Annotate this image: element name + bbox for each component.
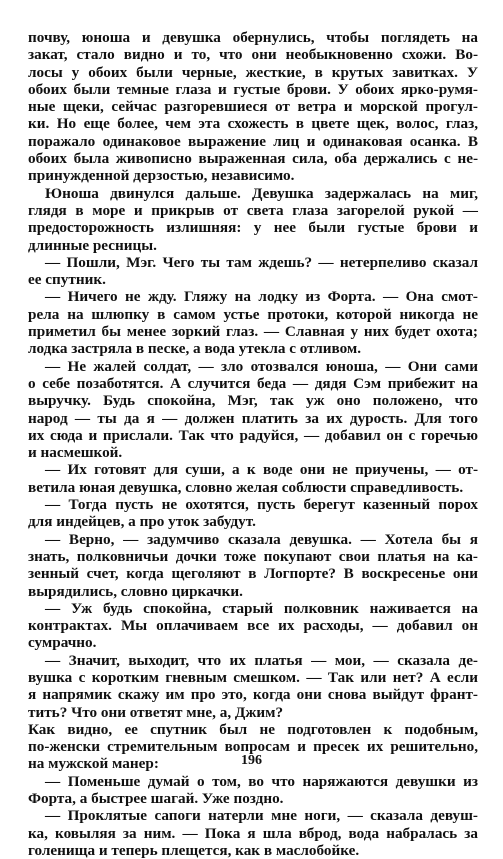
text-line: рела на шлюпку в самом устье протоки, которой никогда не [28,305,478,323]
text-line: — Проклятые сапоги натерли мне ноги, — сказала девуш- [45,807,478,825]
text-line: длинные ресницы. [28,236,157,254]
text-line: лодка застряла в песке, а вода утекла с отливом. [28,340,362,358]
text-line: — Уж будь спокойна, старый полковник наживается на [45,599,478,617]
text-line: — Пошли, Мэг. Чего ты там ждешь? — нетерпеливо сказал [45,253,478,271]
text-line: — Не жалей солдат, — зло отозвался юноша, — Они сами [45,357,478,375]
text-line: вушка с коротким гневным смешком. — Так или нет? А если [28,668,478,686]
text-line: — Ничего не жду. Гляжу на лодку из Форта. — Она смот- [45,288,478,306]
text-line: ные щеки, сейчас разгоревшиеся от ветра и морской прогул- [28,98,478,116]
text-line: ка, ковыляя за ним. — Пока я шла вброд, вода набралась за [28,824,478,842]
text-line: — Значит, выходит, что их платья — мои, — сказала де- [45,651,478,669]
text-line: тить? Что они ответят мне, а, Джим? [28,703,284,721]
text-line: лосы у обоих были черные, жесткие, в крутых завитках. У [28,63,478,81]
text-line: — Поменьше думай о том, во что наряжаются девушки из [45,772,478,790]
text-line: поражало одинаковое выражение лиц и одинаковая осанка. В [28,132,478,150]
text-line: приметил бы менее зоркий глаз. — Славная у них будет охота; [28,323,478,341]
text-line: — Их готовят для суши, а к воде они не приучены, — от- [45,461,478,479]
text-line: по-женски стремительным вопросам и пресек их решительно, [28,738,478,756]
text-line: я напрямик скажу им про это, когда они снова выйдут франт- [28,686,478,704]
body-text [28,29,478,859]
text-line: и насмешкой. [28,444,123,462]
text-line: ветила юная девушка, словно желая соблюсти справедливость. [28,478,464,496]
text-line: контрактах. Мы оплачиваем все их расходы, — добавил он [28,617,478,635]
text-line: почву, юноша и девушка обернулись, чтобы поглядеть на [28,29,478,46]
page-number: 196 [241,753,262,768]
text-line: — Верно, — задумчиво сказала девушка. — Хотела бы я [45,530,478,548]
text-line: вырядились, словно циркачки. [28,582,243,600]
text-line: знать, полковничьи дочки тоже покупают свои платья на ка- [28,547,478,565]
text-line: Как видно, ее спутник был не подготовлен к подобным, [28,720,478,738]
text-line: Форта, а быстрее шагай. Уже поздно. [28,790,284,808]
text-line: о себе позаботятся. А случится беда — дядя Сэм прибежит на [28,374,478,392]
text-line: выручку. Будь спокойна, Мэг, так уж оно положено, что [28,392,478,410]
text-line: обоих была живописно выраженная сила, оба держались с не- [28,150,478,168]
text-line: ки. Но еще более, чем эта схожесть в цвете щек, волос, глаз, [28,115,478,133]
text-line: народ — ты да я — должен платить за их дурость. Для того [28,409,478,427]
text-line: ее спутник. [28,271,106,289]
text-line: обоих были темные глаза и густые брови. У обоих ярко-румя- [28,80,478,98]
text-line: предосторожность излишняя: у нее были густые брови и [28,219,478,237]
text-line: закат, стало видно и то, что они необыкновенно схожи. Во- [28,46,478,64]
text-line: глядя в море и прикрыв от света глаза загорелой рукой — [28,201,478,219]
text-line: голенища и теперь плещется, как в маслобойке. [28,841,360,859]
text-line: — Тогда пусть не охотятся, пусть берегут казенный порох [45,496,478,514]
text-line: для индейцев, а про уток забудут. [28,513,256,531]
text-line: на мужской манер: [28,755,159,773]
text-line: зенный счет, когда щеголяют в Логпорте? В воскресенье они [28,565,478,583]
text-line: Юноша двинулся дальше. Девушка задержалась на миг, [45,184,478,202]
text-line: принужденной дерзостью, независимо. [28,167,295,185]
text-line: сумрачно. [28,634,97,652]
text-line: их сюда и прислали. Так что радуйся, — добавил он с горечью [28,426,478,444]
